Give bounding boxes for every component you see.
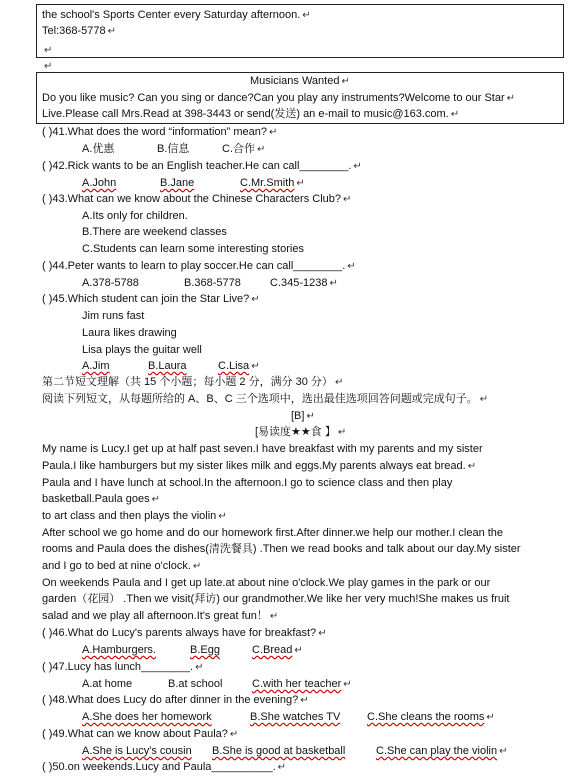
passage-line: salad and we play all afternoon.It's great fun！ ↵ (42, 610, 279, 622)
passage-line: garden（花园） .Then we visit(拜访) our grandmother.We like her very much!She makes us fruit (42, 593, 510, 605)
musicians-body-line1: Do you like music? Can you sing or dance?Can you play any instruments?Welcome to our Star ↵ (42, 92, 516, 104)
part-label: [B] ↵ (291, 410, 315, 422)
option-a: A.John (82, 177, 117, 189)
paragraph-mark: ↵ (44, 61, 53, 72)
option-a: A.She does her homework (82, 711, 212, 723)
question-45-line1: Jim runs fast (82, 310, 145, 322)
option-b: B.She watches TV (250, 711, 341, 723)
option-c: C.She can play the violin (376, 745, 498, 757)
difficulty-label: [易读度★★食 】 ↵ (255, 426, 347, 438)
section-instruction: 阅读下列短文，从每题所给的 A、B、C 三个选项中，选出最佳选项回答问题或完成句子。 ↵ (42, 393, 489, 405)
question-42-options: A.John B.Jane C.Mr.Smith ↵ (82, 175, 305, 193)
option-b: B.at school (168, 678, 223, 690)
option-b: B.Laura (148, 360, 187, 372)
option-c: C.Mr.Smith (240, 177, 295, 189)
question-43: ( )43.What can we know about the Chinese Characters Club? ↵ (42, 193, 352, 205)
option-c: C.合作 (222, 143, 255, 155)
question-49: ( )49.What can we know about Paula? ↵ (42, 728, 239, 740)
option-b: B.She is good at basketball (212, 745, 346, 757)
question-42: ( )42.Rick wants to be an English teacher.He can call________. ↵ (42, 160, 362, 172)
option-a: A.Jim (82, 360, 110, 372)
option-c: C.She cleans the rooms (367, 711, 485, 723)
option-b: B.信息 (157, 143, 190, 155)
option-c: C.Bread (252, 644, 293, 656)
option-c: C.with her teacher (252, 678, 342, 690)
question-41: ( )41.What does the word “information” mean? ↵ (42, 126, 278, 138)
passage-line: to art class and then plays the violin ↵ (42, 510, 227, 522)
option-a: A.378-5788 (82, 277, 139, 289)
question-43-option-b: B.There are weekend classes (82, 226, 227, 238)
option-c: C.Lisa (218, 360, 250, 372)
question-47: ( )47.Lucy has lunch________. ↵ (42, 661, 204, 673)
paragraph-mark: ↵ (44, 45, 53, 56)
musicians-body-line2: Live.Please call Mrs.Read at 398-3443 or send(发送) an e-mail to music@163.com. ↵ (42, 108, 460, 120)
question-44-options: A.378-5788 B.368-5778 C.345-1238 ↵ (82, 275, 338, 293)
option-a: A.Hamburgers. (82, 644, 156, 656)
option-a: A.She is Lucy's cousin (82, 745, 192, 757)
passage-line: On weekends Paula and I get up late.at about nine o'clock.We play games in the park or our (42, 577, 491, 589)
question-49-options: A.She is Lucy's cousin B.She is good at basketball C.She can play the violin ↵ (82, 743, 507, 761)
question-48-options: A.She does her homework B.She watches TV C.She cleans the rooms ↵ (82, 709, 495, 727)
question-45: ( )45.Which student can join the Star Live? ↵ (42, 293, 260, 305)
question-45-line2: Laura likes drawing (82, 327, 177, 339)
option-a: A.优惠 (82, 143, 115, 155)
question-47-options: A.at home B.at school C.with her teacher ↵ (82, 676, 352, 694)
section-heading: 第二节短文理解（共 15 个小题；每小题 2 分，满分 30 分） ↵ (42, 376, 344, 388)
question-48: ( )48.What does Lucy do after dinner in the evening? ↵ (42, 694, 309, 706)
question-41-options: A.优惠 B.信息 C.合作 ↵ (82, 141, 265, 159)
passage-line: Paula.I like hamburgers but my sister likes milk and eggs.My parents always eat bread. ↵ (42, 460, 477, 472)
top-notice-line2: Tel:368-5778 ↵ (42, 25, 116, 37)
passage-line: basketball.Paula goes ↵ (42, 493, 161, 505)
passage-line: rooms and Paula does the dishes(清洗餐具) .Then we read books and talk about our day.My sister (42, 543, 521, 555)
question-46: ( )46.What do Lucy's parents always have for breakfast? ↵ (42, 627, 327, 639)
option-a: A.at home (82, 678, 133, 690)
option-b: B.Egg (190, 644, 220, 656)
question-43-option-c: C.Students can learn some interesting stories (82, 243, 304, 255)
option-b: B.368-5778 (184, 277, 241, 289)
musicians-title: Musicians Wanted ↵ (250, 75, 350, 87)
question-50: ( )50.on weekends.Lucy and Paula__________. ↵ (42, 761, 287, 773)
question-46-options: A.Hamburgers. B.Egg C.Bread ↵ (82, 642, 303, 660)
passage-line: Paula and I have lunch at school.In the afternoon.I go to science class and then play (42, 477, 453, 489)
question-43-option-a: A.Its only for children. (82, 210, 188, 222)
passage-line: and I go to bed at nine o'clock. ↵ (42, 560, 202, 572)
option-b: B.Jane (160, 177, 195, 189)
passage-line: My name is Lucy.I get up at half past seven.I have breakfast with my parents and my sister (42, 443, 483, 455)
question-45-options: A.Jim B.Laura C.Lisa ↵ (82, 358, 260, 376)
top-notice-line1: the school's Sports Center every Saturday afternoon. ↵ (42, 9, 311, 21)
passage-line: After school we go home and do our homework first.After dinner.we help our mother.I clean the (42, 527, 504, 539)
question-45-line3: Lisa plays the guitar well (82, 344, 202, 356)
question-44: ( )44.Peter wants to learn to play soccer.He can call________. ↵ (42, 260, 356, 272)
option-c: C.345-1238 (270, 277, 328, 289)
